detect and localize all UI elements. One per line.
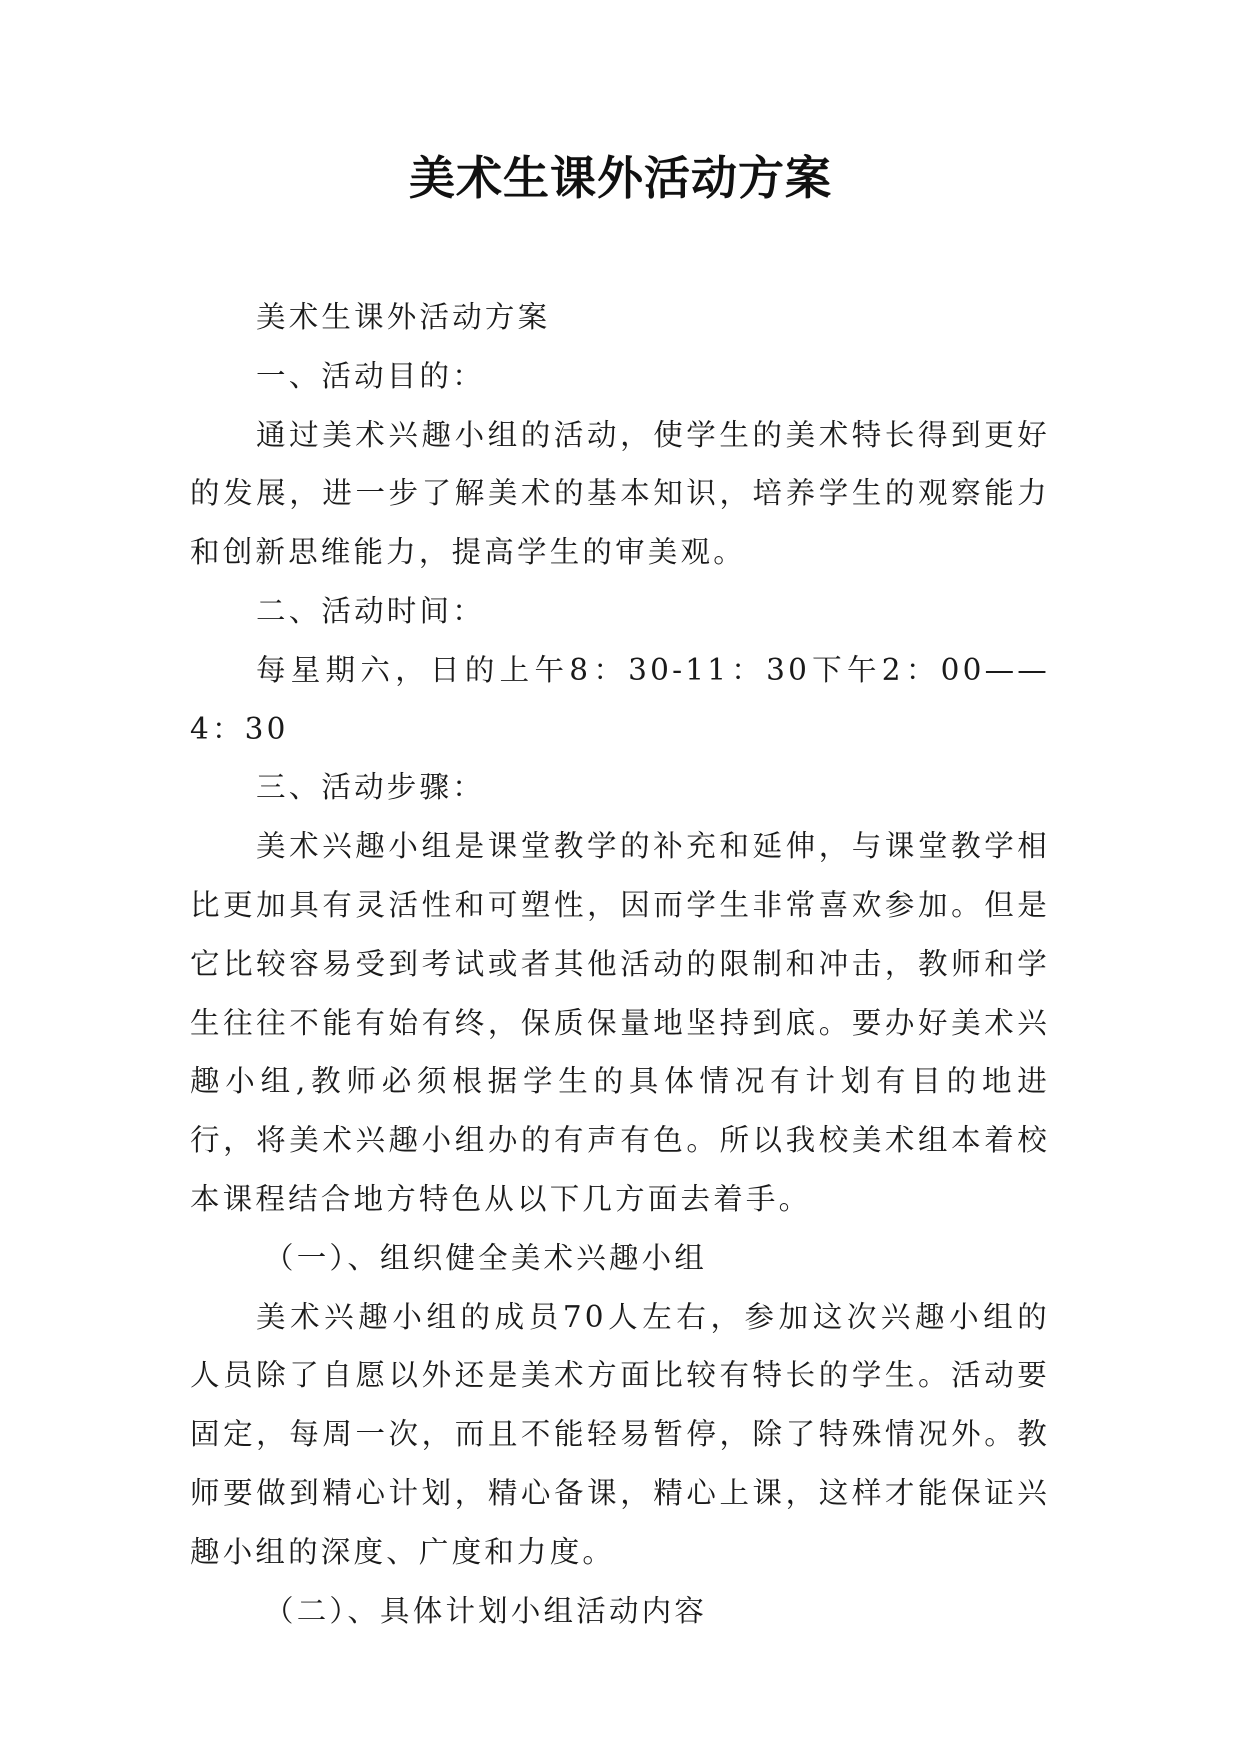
paragraph-purpose: 通过美术兴趣小组的活动，使学生的美术特长得到更好的发展，进一步了解美术的基本知识，培养学生的观察能力和创新思维能力，提高学生的审美观。 <box>190 417 1050 570</box>
section-heading-purpose: 一、活动目的： <box>256 358 485 393</box>
paragraph-organize: 美术兴趣小组的成员70人左右，参加这次兴趣小组的人员除了自愿以外还是美术方面比较有特长的学生。活动要固定，每周一次，而且不能轻易暂停，除了特殊情况外。教师要做到精心计划，精心备课，精心上课，这样才能保证兴趣小组的深度、广度和力度。 <box>190 1299 1050 1569</box>
section-heading-time: 二、活动时间： <box>256 593 485 628</box>
body-heading: 美术生课外活动方案 <box>256 300 551 334</box>
paragraph-time: 每星期六，日的上午8：30-11：30下午2：00——4：30 <box>190 652 1050 746</box>
subsection-heading-plan: （二）、具体计划小组活动内容 <box>264 1593 708 1628</box>
document-body <box>190 288 1050 1640</box>
paragraph-steps: 美术兴趣小组是课堂教学的补充和延伸，与课堂教学相比更加具有灵活性和可塑性，因而学生非常喜欢参加。但是它比较容易受到考试或者其他活动的限制和冲击，教师和学生往往不能有始有终，保质保量地坚持到底。要办好美术兴趣小组,教师必须根据学生的具体情况有计划有目的地进行，将美术兴趣小组办的有声有色。所以我校美术组本着校本课程结合地方特色从以下几方面去着手。 <box>190 829 1050 1216</box>
document-title: 美术生课外活动方案 <box>409 151 832 205</box>
section-heading-steps: 三、活动步骤： <box>256 770 485 805</box>
subsection-heading-organize: （一）、组织健全美术兴趣小组 <box>264 1240 708 1275</box>
